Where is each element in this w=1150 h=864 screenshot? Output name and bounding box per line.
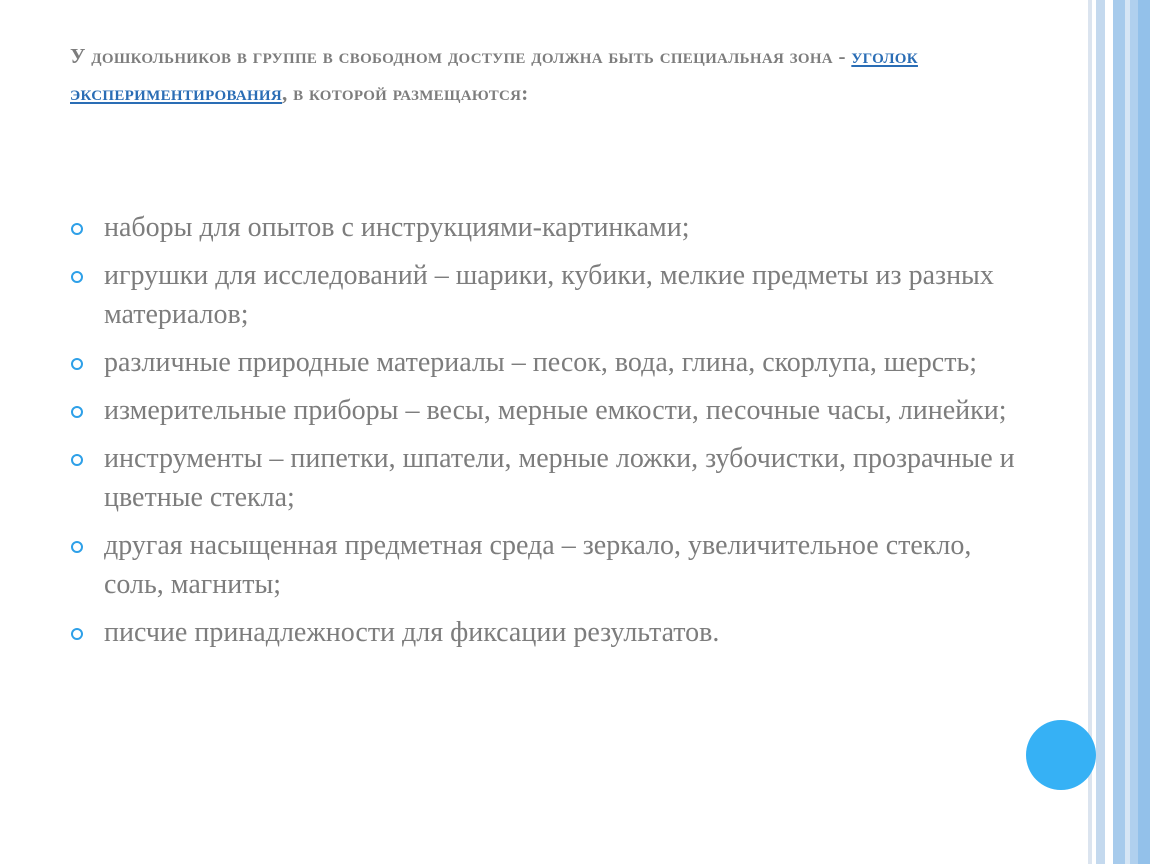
decor-stripe [1096, 0, 1105, 864]
list-item [70, 343, 1030, 382]
bullet-list [70, 208, 1030, 661]
list-item [70, 208, 1030, 247]
title-text-end: , в которой размещаются: [282, 81, 529, 105]
decor-stripe [1138, 0, 1150, 864]
list-item-text: другая насыщенная предметная среда – зеркало, увеличительное стекло, соль, магниты; [104, 530, 972, 600]
decor-stripe [1130, 0, 1138, 864]
slide-title [70, 38, 970, 112]
bullet-circle-icon [71, 271, 83, 283]
bullet-circle-icon [71, 358, 83, 370]
bullet-circle-icon [71, 223, 83, 235]
decor-circle [1026, 720, 1096, 790]
list-item-text: инструменты – пипетки, шпатели, мерные ложки, зубочистки, прозрачные и цветные стекла; [104, 443, 1015, 513]
bullet-circle-icon [71, 541, 83, 553]
bullet-circle-icon [71, 454, 83, 466]
list-item-text: писчие принадлежности для фиксации результатов. [104, 617, 720, 648]
decor-stripe [1105, 0, 1113, 864]
list-item-text: игрушки для исследований – шарики, кубики, мелкие предметы из разных материалов; [104, 260, 994, 330]
list-item-text: наборы для опытов с инструкциями-картинками; [104, 212, 690, 243]
list-item [70, 526, 1030, 604]
list-item-text: измерительные приборы – весы, мерные емкости, песочные часы, линейки; [104, 395, 1007, 426]
list-item [70, 256, 1030, 334]
decor-stripe [1113, 0, 1125, 864]
list-item [70, 439, 1030, 517]
title-text: У дошкольников в группе в свободном доступе должна быть специальная зона - [70, 44, 852, 68]
title-link[interactable]: уголок экспериментирования [70, 44, 918, 105]
bullet-circle-icon [71, 628, 83, 640]
list-item-text: различные природные материалы – песок, вода, глина, скорлупа, шерсть; [104, 347, 978, 378]
bullet-circle-icon [71, 406, 83, 418]
list-item [70, 613, 1030, 652]
list-item [70, 391, 1030, 430]
